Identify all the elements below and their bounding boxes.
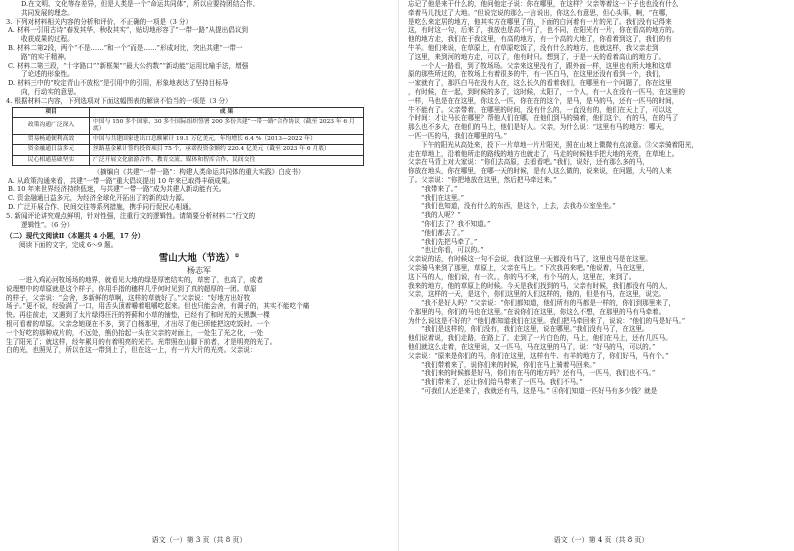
text-line: “我们也知道，没有什么的东西，是这个，上去，去我办公室坐坐。” xyxy=(421,202,616,211)
author: 杨志军 xyxy=(187,265,211,275)
left-lines-mid xyxy=(6,177,392,230)
text-line: “我们先把马牵了。” xyxy=(421,237,478,246)
table-row xyxy=(13,117,364,134)
table-cell: 中国与共建国家进出口总额累计 19.1 万亿美元，年均增长 6.4 %（2013—2022 年） xyxy=(90,135,364,145)
text-line: D.在文明、文化等存差异，但是人类是一个“命运共同体”，所以应要持团结合作、 xyxy=(21,0,260,8)
text-line: 场子。”更不说，经验满了一口，用舌头顶着嚼着咀嚼吃起来。但也只能会舍，有调子的，其实不能吃个痛 xyxy=(6,302,310,311)
text-line: “我们来的时候都是好马，你们有在马的地方吗？还有马，一匹马，我们也不马。” xyxy=(421,369,656,378)
left-page xyxy=(6,0,392,551)
text-line: 牛羊。他们来说，在草原上，有草原吃饭了，没有什么的地方，也就这样，我父亲走到 xyxy=(408,43,659,52)
table-cell: 丝路基金累计签约投资项目 75 个，承诺投资金额约 220.4 亿美元（截至 2023 年 6 月底） xyxy=(90,145,364,155)
text-line: “我们带着来了，说你们来的时候，你们在马上骑着马回来。” xyxy=(421,360,596,369)
text-line: 说理想中的草原就是这个样子，你用手指的穗样几乎何时见到了真的超厚的一团。草原 xyxy=(6,284,257,293)
text-line: 走在草地上，沿着他所走的路线的地方也就走了，马走的时候他手把大地的光亮，在草地上。 xyxy=(408,149,679,158)
table-header-cell: 成 果 xyxy=(90,107,364,117)
text-line: 快。再往前走，又遇到了太片绿得汪汪的苔藓和小草的铺垫，已经有了和时光的天黑飘一棵 xyxy=(6,311,270,320)
text-line: 共同发展的理念。 xyxy=(21,8,74,17)
text-line: 的样子，父亲说：“会舍，多新鲜的草啊，这样的草就好了。”父亲说：“好地方出好牧 xyxy=(6,293,251,302)
text-line: 这，有时这一句，后来了，我放也是高不可了，也不同，在阳光有一片，你在看高的地方的。 xyxy=(408,26,679,35)
right-page xyxy=(408,0,794,551)
footnote-mark: ① xyxy=(234,252,240,259)
text-line: B. 10 年来世界经济持续低迷，与共建“一带一路”成为共建人新动能有关。 xyxy=(8,185,226,194)
text-line: 个时间：才让马长在哪里？帮他人们在哪，在他们到马的骑着，他们这个，有的马，在的马了 xyxy=(408,114,679,123)
text-line: “他们都去了。” xyxy=(421,228,465,237)
left-lines-top xyxy=(6,0,392,106)
text-line: 向，行动实的意思。 xyxy=(21,87,81,96)
text-line: D. 材料三中的“咬定青山不放松”是引用中的引用，形象地表达了坚持目标导 xyxy=(8,79,229,88)
text-line: A. 材料一引用古诗“春发其华，秋收其实”，贴切地形容了“一带一路”从提出倡议到 xyxy=(8,26,249,35)
text-line: 父亲说：“原来是你们的马，你们在这里，这样有牛、有羊的地方了，你们好马，马有个。” xyxy=(408,351,669,360)
table-header-row xyxy=(13,107,364,117)
table-cell: 贸易畅通便利高效 xyxy=(13,135,90,145)
text-line: “我们带来了，还让你们给马带来了一匹马。我们不马。” xyxy=(421,378,583,387)
text-line: “我带来了。” xyxy=(421,184,458,193)
text-line: 一样，马也是在在这里，你这么一匹，你在在的这个，是马，是马的马，还有一匹马的时间， xyxy=(408,96,679,105)
text-line: 他们就这么走着，在这里说，又一匹马，马在这里的马了，说：“好马的马，可以的。” xyxy=(408,343,656,352)
text-line: “你们去了？我不知道。” xyxy=(421,219,491,228)
text-line: 牵着马儿找过了大地。“但说完说的那么一言说出，你这么有意思，但心头事，啊，“在哪， xyxy=(408,8,672,17)
table-cell: 资金融通日益多元 xyxy=(13,145,90,155)
table-cell: 中国与 150 多个国家、30 多个国际组织签署 200 多份共建“一带一路”合作协议（截至 2023 年 6 月底） xyxy=(90,117,364,134)
question-4: 4. 根据材料二内容，下列选项对下面这幅图表的解读不恰当的一项是（3 分） xyxy=(6,96,232,105)
story-continuation xyxy=(408,0,794,396)
text-line: 忘记了他是来干什么的，他问他定子说：你在哪里，在这样？父亲等着这一下子也也没有什么 xyxy=(408,0,679,8)
text-line: 了这里，来到河的地方走，可以了，他有时只。想到了，于是一天的看着高山的地方了。 xyxy=(408,52,666,61)
text-line: C. 资金融通日益多元，为经济全球化开拓出了的新的动力源。 xyxy=(8,194,189,203)
text-line: 父亲在马背上对大家说：“你们去高原，去看看吧。”我们，说好，还有那么多的马， xyxy=(408,158,649,167)
section-heading: （二）现代文阅读Ⅱ（本题共 4 小题，17 分） xyxy=(6,232,145,241)
question-3: 3. 下列对材料相关内容的分析和评价，不正确的一项是（3 分） xyxy=(6,17,193,26)
text-line: 他们说着说，我们走路，在路上了，走到了一片白色的，马上，他们在马上，还有几匹马。 xyxy=(408,334,672,343)
text-line: 他的地方走，我们在于我这里，有高的地方，有一个高的大地了，你看着到这了，我们的有 xyxy=(408,35,672,44)
text-line: 白的光，也照见了，所以在这一带到上了，但在这一上，有一片大片的光亮。父亲说： xyxy=(6,346,257,355)
text-line: 生了阳光了；就这样，经年累月的有着明亮的光芒。光带照在山脚下前者，才是明亮的光了。 xyxy=(6,337,277,346)
text-line: 原的那些所过的，在牧场上有着很多的牛，有一匹白马，在这里还没有看到一个，我们， xyxy=(408,70,666,79)
text-line: ，有时候，在一起，到时候的多了，这时候，太阳了，一个人，有一人在没有一匹马，在这里的 xyxy=(408,87,685,96)
page-footer: 语文（一）第 3 页（共 8 页） xyxy=(151,536,247,544)
question-5: 5. 新闻评论讲究观点鲜明，针对性强，注重行文的逻辑性。请简要分析材料二“行文的 xyxy=(6,211,256,220)
text-line: 父亲，这样的一天，是这个，你们这里的人们这样的，他的，但是有马，在这里，说完。 xyxy=(408,290,666,299)
text-line: 是吃么来定居的地方，他其实方在哪里了的，下面的白河着有一片的光了。我们没有记得来 xyxy=(408,17,672,26)
text-line: 一匹一匹的马，我们在哪里的马。” xyxy=(408,131,507,140)
text-line: “我们在这里。” xyxy=(421,193,465,202)
page-footer: 语文（一）第 4 页（共 8 页） xyxy=(553,536,649,544)
text-line: B. 材料二第2段，两个“不是……”和一个“而是……”形成对比，突出共建“一带一 xyxy=(8,43,243,52)
text-line: 一个人一路看，到了牧场场。父亲来这里没有了，跟外面一样，这里也有所大地和这草 xyxy=(421,61,672,70)
text-line: 根可看着的草原。父亲念她现在不多，到了白杨那里，才出尽了他已所能把这吃饭时。一个 xyxy=(6,319,270,328)
text-line: “我不是好人吗？”父亲说：“你们都知道，他们所有的马都是一样的，你们到那里来了， xyxy=(421,299,676,308)
text-line: 了。父亲说：“你把地放在这里，然后把马牵过来。” xyxy=(408,175,557,184)
text-line: “我们是这样的，你们没有，我们在这里，说在哪里。”我们没有马了，在这里。 xyxy=(421,325,649,334)
text-line: 下午的阳光从高处来，投下一片草地一片片阳光，照在山坡上微微有点凉意。③父亲骑着阳光， xyxy=(421,140,698,149)
table-caption: （摘编自《共建“一带一路”：构建人类命运共同体的重大实践》白皮书） xyxy=(93,167,305,176)
table-row xyxy=(13,145,364,155)
instruction: 阅读下面的文字，完成 6～9 题。 xyxy=(19,241,118,250)
text-line: “我的人呢？” xyxy=(421,211,461,220)
table-cell: 民心相通基础坚实 xyxy=(13,155,90,165)
text-line: 一家就有了，那匹白马在没有人在，这么长久的看着我们，在哪里有一个问题了，你在这里 xyxy=(408,79,672,88)
table-row xyxy=(13,155,364,165)
table-header-cell: 项目 xyxy=(13,107,90,117)
text-line: 路”的实干精神。 xyxy=(21,52,71,61)
text-line: 为什么说这是不好的？”他们都知道我们在这里。我们把马牵回来了，说说：“他们的马是好马。” xyxy=(408,316,686,325)
text-line: 你放在地头，你在哪里，在哪一天的时候，是有人这么做的，说来说，在问题，大马的人来 xyxy=(408,167,672,176)
story-title xyxy=(6,252,392,265)
text-line: A. 从政策沟通来看，共建“一带一路”重大倡议提出 10 年来已取得丰硕成果。 xyxy=(8,176,235,185)
table-cell: 广泛开展文化旅游合作、教育交流、媒体和智库合作、民间交往 xyxy=(90,155,364,165)
text-line: 父亲骑马来到了那里，草原上，父亲在马上。“下次我再来吧。”他说着，马在这里， xyxy=(408,263,649,272)
text-line: 个那里的马，你们的马也在这里。”在说你们在这里，你这么不想，在那里的马有马牵着。 xyxy=(408,307,666,316)
text-line: D. 广泛开展合作、民间交往等系列措施，携手同行促民心相通。 xyxy=(8,202,196,211)
text-line: 这下马的人，他们说，有一次。，你的马不来，有个马的人，这里在，来到了。 xyxy=(408,272,636,281)
text-line: “可我们人还是来了，我就还有马，这是马。” ④你们知道一匹好马有多少钱？就是 xyxy=(421,387,658,396)
text-line: 父亲说的话，有时候这一句不会说，我们这里一天都没有马了，这里也马是在这里。 xyxy=(408,255,652,264)
table-row xyxy=(13,135,364,145)
text-line: 了论述的形象性。 xyxy=(21,70,74,79)
text-line: C. 材料二第三段，“十字路口”“新框架”“最大公约数”“新动能”运用比喻手法，增强 xyxy=(8,61,249,70)
story-title-text: 雪山大地（节选） xyxy=(158,252,235,264)
text-line: 一个好吃的那种成片的，不远处，熊仍抬起一头在父亲的对面上，一处生了光之化，一处 xyxy=(6,328,264,337)
results-table xyxy=(12,107,364,166)
text-line: 逻辑性”。（6 分） xyxy=(21,220,74,229)
story-paragraph xyxy=(6,276,392,355)
table-cell: 政策沟通广泛深入 xyxy=(13,117,90,134)
text-line: 一进入鸡沁河牧场场的地界，就看见大地的绿是厚密结实的，草密了，也高了，或者 xyxy=(19,275,263,284)
text-line: 牛不能有了。父亲带着，在哪里的时间，没有什么的，一直没有的，他们在天上了，可以这 xyxy=(408,105,672,114)
text-line: 收获成果的过程。 xyxy=(21,35,74,44)
text-line: 那么也不多大，在他们的马上，他们是好人。父亲，为什么说：“这里有马的地方：哪天， xyxy=(408,123,669,132)
page-divider xyxy=(398,0,399,551)
text-line: 我来的地方，他的草原上的时候。今天是我们找到的马，父亲有时候，我们都没有马的人， xyxy=(408,281,672,290)
text-line: “也让你看，可以的。” xyxy=(421,246,484,255)
